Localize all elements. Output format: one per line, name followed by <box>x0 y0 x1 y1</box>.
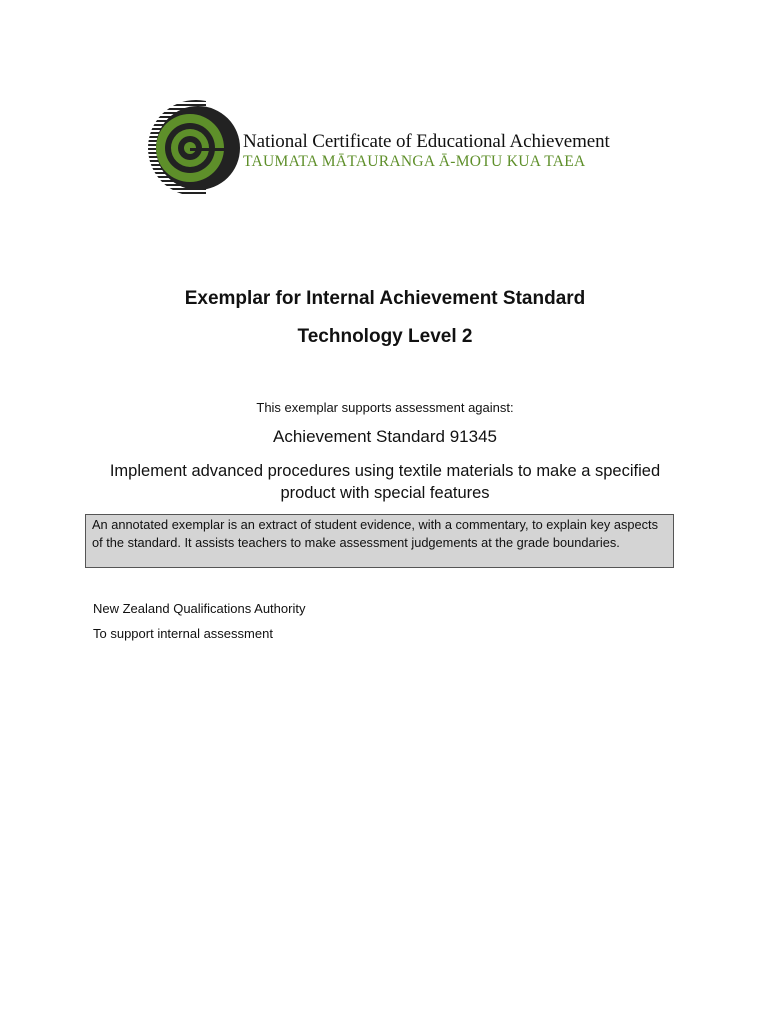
nzqa-koru-spiral-icon <box>146 98 246 198</box>
standard-title: Implement advanced procedures using textile materials to make a specified product with special features <box>109 462 661 502</box>
standard-number: Achievement Standard 91345 <box>273 427 497 446</box>
org-name: National Certificate of Educational Achievement <box>243 131 610 152</box>
page-title: Exemplar for Internal Achievement Standard <box>184 288 586 309</box>
page-subtitle: Technology Level 2 <box>297 326 473 347</box>
purpose-text: To support internal assessment <box>93 626 273 641</box>
org-name-maori: TAUMATA MĀTAURANGA Ā-MOTU KUA TAEA <box>243 153 586 170</box>
supports-text: This exemplar supports assessment against: <box>256 400 514 415</box>
exemplar-note-box: An annotated exemplar is an extract of student evidence, with a commentary, to explain key aspects of the standard. It assists teachers to make assessment judgements at the grade boundaries. <box>85 514 674 568</box>
authority-text: New Zealand Qualifications Authority <box>93 601 306 616</box>
